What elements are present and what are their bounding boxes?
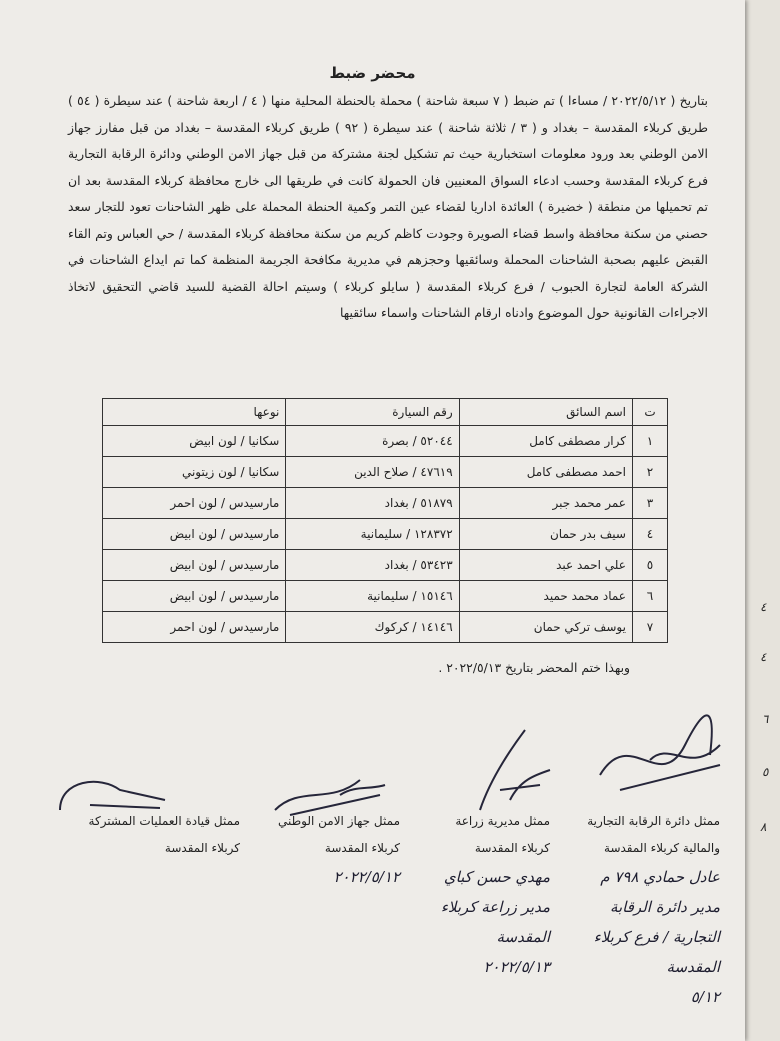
- cell-no: ٢: [632, 457, 667, 488]
- signature-scribble: [590, 705, 730, 805]
- signatory-commerce-oversight: [560, 808, 720, 1012]
- table-header-row: [103, 399, 668, 426]
- cell-plate: ٤٧٦١٩ / صلاح الدين: [286, 457, 459, 488]
- signatory-subtitle: والمالية كربلاء المقدسة: [604, 841, 720, 855]
- margin-mark: ٤: [760, 650, 767, 664]
- handwritten-note: مدير زراعة كربلاء: [440, 898, 550, 916]
- closing-statement: وبهذا ختم المحضر بتاريخ ٢٠٢٢/٥/١٣ .: [438, 660, 630, 675]
- cell-plate: ١٤١٤٦ / كركوك: [286, 612, 459, 643]
- signatory-title: ممثل دائرة الرقابة التجارية: [587, 814, 720, 828]
- cell-driver: احمد مصطفى كامل: [459, 457, 632, 488]
- handwritten-note: التجارية / فرع كربلاء: [593, 928, 720, 946]
- handwritten-note: ٢٠٢٢/٥/١٣: [483, 958, 550, 976]
- cell-no: ٣: [632, 488, 667, 519]
- cell-type: مارسيدس / لون احمر: [103, 612, 286, 643]
- cell-driver: كرار مصطفى كامل: [459, 426, 632, 457]
- cell-plate: ٥١٨٧٩ / بغداد: [286, 488, 459, 519]
- cell-no: ٥: [632, 550, 667, 581]
- signatory-title: ممثل قيادة العمليات المشتركة: [88, 814, 240, 828]
- col-header-plate: رقم السيارة: [286, 399, 459, 426]
- cell-plate: ٥٢٠٤٤ / بصرة: [286, 426, 459, 457]
- document-body: بتاريخ ( ٢٠٢٢/٥/١٢ / مساءا ) تم ضبط ( ٧ سبعة شاحنة ) محملة بالحنطة المحلية منها ( ٤ / اربعة شاحنة ) عند سيطرة ( ٥٤ ) طريق كربلاء المقدسة – بغداد و ( ٣ / ثلاثة شاحنة ) عند سيطرة ( ٩٢ ) طريق كربلاء المقدسة – بغداد من قبل مفارز جهاز الامن الوطني بعد ورود معلومات استخبارية حيث تم تشكيل لجنة مشتركة من قبل جهاز الامن الوطني ودائرة الرقابة التجارية فرع كربلاء المقدسة وحسب ادعاء السواق المعنيين فان الحمولة كانت في طريقها الى خارج محافظة كربلاء المقدسة بعد ان تم تحميلها من منطقة ( خضيرة ) العائدة اداريا لقضاء عين التمر وكمية الحنطة المحملة على ظهر الشاحنات تعود للتجار سعد حصني من سكنة محافظة واسط قضاء الصويرة وجودت كاظم كريم من سكنة محافظة كربلاء المقدسة / حي العباس وتم القاء القبض عليهم بصحبة الشاحنات المحملة وسائقيها وحجزهم في مديرية مكافحة الجريمة المنظمة كما تم ايداع الشاحنات في الشركة العامة لتجارة الحبوب / فرع كربلاء المقدسة ( سايلو كربلاء ) وسيتم احالة القضية للسيد قاضي التحقيق لاتخاذ الاجراءات القانونية حول الموضوع وادناه ارقام الشاحنات واسماء سائقيها: [68, 93, 709, 320]
- cell-no: ٦: [632, 581, 667, 612]
- signatory-subtitle: كربلاء المقدسة: [164, 841, 240, 855]
- table-row: [103, 612, 668, 643]
- signatory-title: ممثل مديرية زراعة: [455, 814, 550, 828]
- cell-no: ٧: [632, 612, 667, 643]
- col-header-no: ت: [632, 399, 667, 426]
- cell-driver: يوسف تركي حمان: [459, 612, 632, 643]
- signature-scribble: [470, 720, 560, 820]
- cell-driver: سيف بدر حمان: [459, 519, 632, 550]
- handwritten-note: ٥/١٢: [690, 988, 720, 1006]
- handwritten-note: المقدسة: [496, 928, 550, 946]
- cell-type: مارسيدس / لون ابيض: [103, 581, 286, 612]
- document-title: محضر ضبط: [329, 64, 416, 82]
- cell-driver: علي احمد عبد: [459, 550, 632, 581]
- table-row: [103, 581, 668, 612]
- cell-type: مارسيدس / لون احمر: [103, 488, 286, 519]
- cell-type: مارسيدس / لون ابيض: [103, 519, 286, 550]
- table-row: [103, 519, 668, 550]
- table-row: [103, 457, 668, 488]
- handwritten-note: عادل حمادي ٧٩٨ م: [600, 868, 720, 886]
- margin-mark: ٤: [760, 600, 767, 614]
- cell-plate: ٥٣٤٢٣ / بغداد: [286, 550, 459, 581]
- cell-type: مارسيدس / لون ابيض: [103, 550, 286, 581]
- handwritten-note: المقدسة: [666, 958, 720, 976]
- cell-plate: ١٢٨٣٧٢ / سليمانية: [286, 519, 459, 550]
- table-row: [103, 488, 668, 519]
- margin-mark: ٥: [762, 765, 769, 779]
- cell-no: ٤: [632, 519, 667, 550]
- cell-driver: عمر محمد جبر: [459, 488, 632, 519]
- signatory-joint-operations: [55, 808, 240, 862]
- signatory-agriculture: [410, 808, 550, 982]
- margin-mark: ٨: [760, 820, 767, 834]
- signatory-subtitle: كربلاء المقدسة: [324, 841, 400, 855]
- vehicles-table: [102, 398, 668, 643]
- handwritten-note: مدير دائرة الرقابة: [609, 898, 720, 916]
- cell-driver: عماد محمد حميد: [459, 581, 632, 612]
- table-row: [103, 550, 668, 581]
- signatory-national-security: [250, 808, 400, 892]
- handwritten-note: مهدي حسن كباي: [443, 868, 550, 886]
- cell-plate: ١٥١٤٦ / سليمانية: [286, 581, 459, 612]
- signatory-subtitle: كربلاء المقدسة: [474, 841, 550, 855]
- col-header-driver: اسم السائق: [459, 399, 632, 426]
- handwritten-note: ٢٠٢٢/٥/١٢: [333, 868, 400, 886]
- cell-no: ١: [632, 426, 667, 457]
- cell-type: سكانيا / لون زيتوني: [103, 457, 286, 488]
- cell-type: سكانيا / لون ابيض: [103, 426, 286, 457]
- margin-mark: ٦: [762, 712, 769, 726]
- table-row: [103, 426, 668, 457]
- col-header-type: نوعها: [103, 399, 286, 426]
- signatory-title: ممثل جهاز الامن الوطني: [277, 814, 400, 828]
